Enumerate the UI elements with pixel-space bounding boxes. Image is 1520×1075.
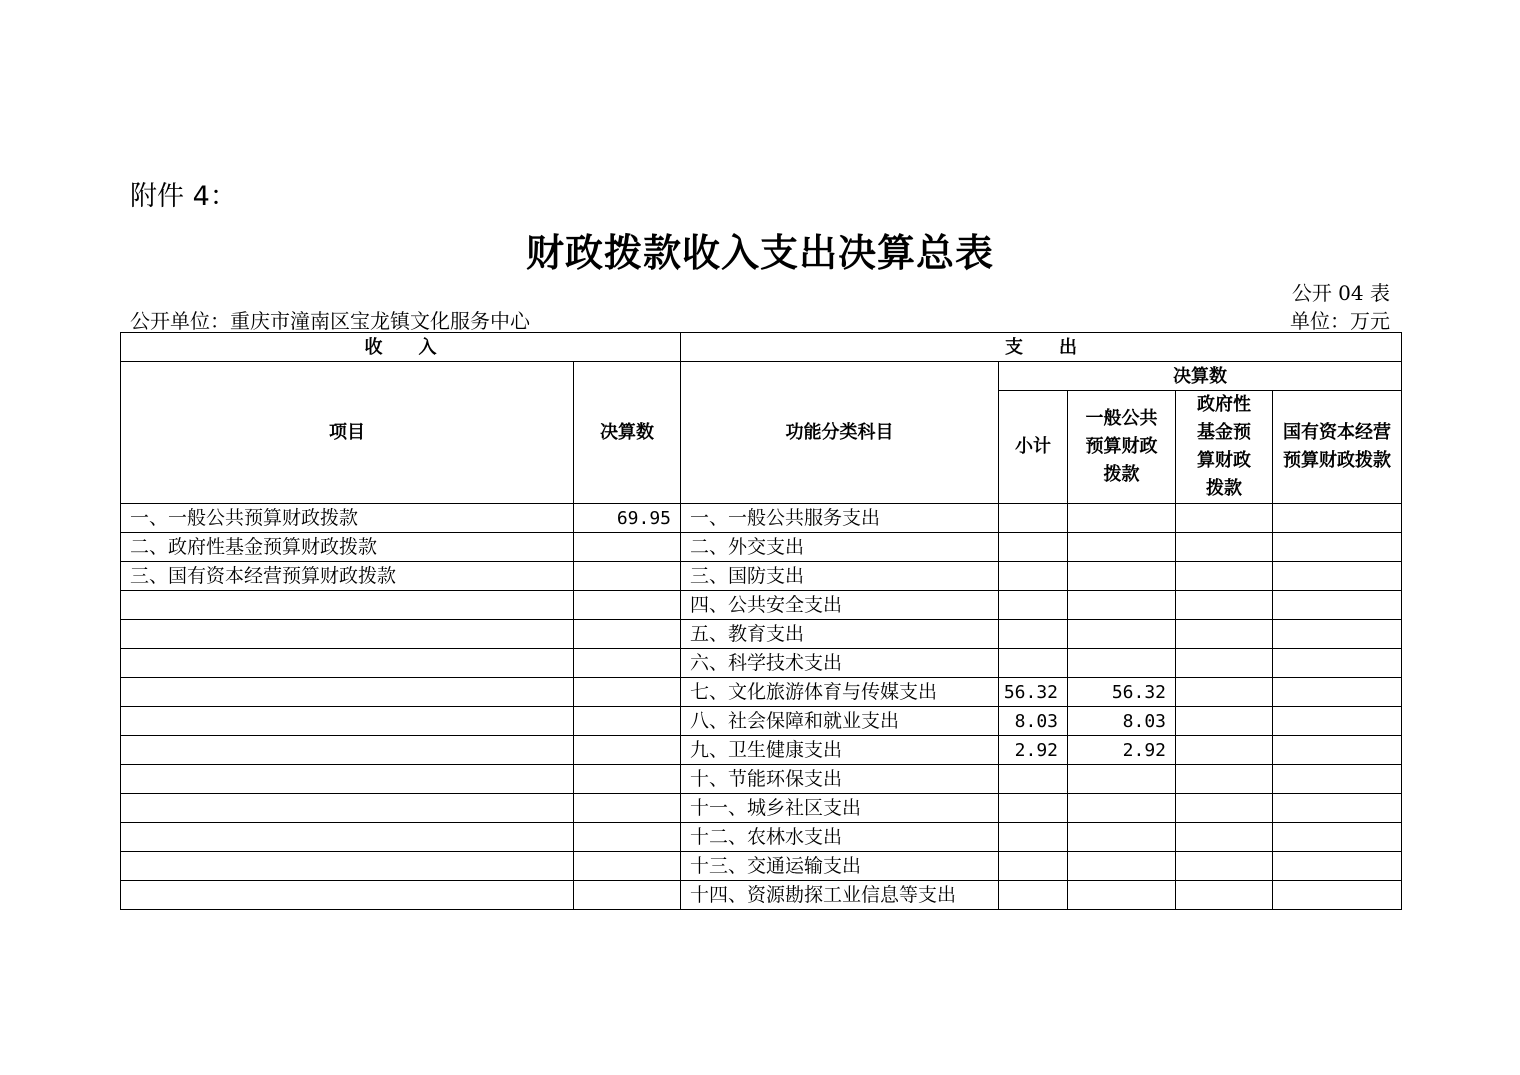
- expense-item-cell: 一、一般公共服务支出: [681, 504, 999, 533]
- income-amount-cell: [574, 823, 681, 852]
- income-amount-cell: [574, 591, 681, 620]
- expense-item-cell: 六、科学技术支出: [681, 649, 999, 678]
- capital-budget-cell: [1273, 620, 1402, 649]
- table-row: [121, 707, 1402, 736]
- subtotal-cell: 2.92: [999, 736, 1068, 765]
- income-item-cell: [121, 707, 574, 736]
- income-amount-cell: [574, 794, 681, 823]
- fund-budget-cell: [1176, 620, 1273, 649]
- fund-budget-cell: [1176, 649, 1273, 678]
- income-item-cell: 三、国有资本经营预算财政拨款: [121, 562, 574, 591]
- expense-item-cell: 十三、交通运输支出: [681, 852, 999, 881]
- income-amount-cell: [574, 707, 681, 736]
- capital-budget-cell: [1273, 504, 1402, 533]
- page-title: 财政拨款收入支出决算总表: [525, 231, 994, 275]
- general-budget-cell: [1068, 852, 1176, 881]
- income-item-cell: 二、政府性基金预算财政拨款: [121, 533, 574, 562]
- income-amount-cell: 69.95: [574, 504, 681, 533]
- table-row: [121, 649, 1402, 678]
- fund-budget-cell: [1176, 823, 1273, 852]
- capital-budget-cell: [1273, 765, 1402, 794]
- capital-budget-cell: [1273, 562, 1402, 591]
- subtotal-cell: [999, 881, 1068, 910]
- table-row: [121, 881, 1402, 910]
- capital-budget-cell: [1273, 794, 1402, 823]
- reporting-unit: 公开单位：重庆市潼南区宝龙镇文化服务中心: [130, 309, 530, 333]
- capital-budget-cell: [1273, 881, 1402, 910]
- col-header-function: 功能分类科目: [681, 362, 999, 504]
- income-item-cell: [121, 649, 574, 678]
- fund-budget-cell: [1176, 765, 1273, 794]
- expense-item-cell: 四、公共安全支出: [681, 591, 999, 620]
- subtotal-cell: [999, 533, 1068, 562]
- col-header-fund: 政府性基金预算财政拨款: [1176, 391, 1273, 504]
- income-item-cell: [121, 736, 574, 765]
- table-row: [121, 794, 1402, 823]
- capital-budget-cell: [1273, 591, 1402, 620]
- general-budget-cell: [1068, 591, 1176, 620]
- table-row: [121, 765, 1402, 794]
- income-item-cell: [121, 823, 574, 852]
- capital-budget-cell: [1273, 678, 1402, 707]
- general-budget-cell: [1068, 533, 1176, 562]
- fund-budget-cell: [1176, 678, 1273, 707]
- general-budget-cell: 56.32: [1068, 678, 1176, 707]
- fund-budget-cell: [1176, 504, 1273, 533]
- income-item-cell: [121, 852, 574, 881]
- fund-budget-cell: [1176, 591, 1273, 620]
- subtotal-cell: [999, 591, 1068, 620]
- income-item-cell: [121, 881, 574, 910]
- col-header-general: 一般公共预算财政拨款: [1068, 391, 1176, 504]
- capital-budget-cell: [1273, 707, 1402, 736]
- table-row: [121, 562, 1402, 591]
- capital-budget-cell: [1273, 649, 1402, 678]
- fund-budget-cell: [1176, 881, 1273, 910]
- col-header-income-amount: 决算数: [574, 362, 681, 504]
- form-number: 公开 04 表: [1291, 281, 1390, 305]
- expense-item-cell: 十、节能环保支出: [681, 765, 999, 794]
- general-budget-cell: [1068, 794, 1176, 823]
- expense-item-cell: 二、外交支出: [681, 533, 999, 562]
- general-budget-cell: 2.92: [1068, 736, 1176, 765]
- general-budget-cell: 8.03: [1068, 707, 1176, 736]
- fund-budget-cell: [1176, 562, 1273, 591]
- expense-item-cell: 十二、农林水支出: [681, 823, 999, 852]
- income-item-cell: [121, 678, 574, 707]
- budget-table: [120, 332, 1402, 910]
- expense-item-cell: 八、社会保障和就业支出: [681, 707, 999, 736]
- income-amount-cell: [574, 852, 681, 881]
- table-row: [121, 678, 1402, 707]
- capital-budget-cell: [1273, 823, 1402, 852]
- expense-item-cell: 三、国防支出: [681, 562, 999, 591]
- expense-item-cell: 七、文化旅游体育与传媒支出: [681, 678, 999, 707]
- capital-budget-cell: [1273, 736, 1402, 765]
- table-row: [121, 504, 1402, 533]
- capital-budget-cell: [1273, 533, 1402, 562]
- attachment-label: 附件 4：: [130, 181, 237, 212]
- general-budget-cell: [1068, 504, 1176, 533]
- subtotal-cell: [999, 823, 1068, 852]
- subtotal-cell: 8.03: [999, 707, 1068, 736]
- income-amount-cell: [574, 881, 681, 910]
- fund-budget-cell: [1176, 736, 1273, 765]
- general-budget-cell: [1068, 765, 1176, 794]
- col-header-item: 项目: [121, 362, 574, 504]
- income-item-cell: 一、一般公共预算财政拨款: [121, 504, 574, 533]
- subtotal-cell: [999, 794, 1068, 823]
- income-amount-cell: [574, 533, 681, 562]
- expense-item-cell: 五、教育支出: [681, 620, 999, 649]
- subtotal-cell: 56.32: [999, 678, 1068, 707]
- general-budget-cell: [1068, 562, 1176, 591]
- fund-budget-cell: [1176, 533, 1273, 562]
- table-row: [121, 533, 1402, 562]
- income-item-cell: [121, 765, 574, 794]
- fund-budget-cell: [1176, 707, 1273, 736]
- col-header-subtotal: 小计: [999, 391, 1068, 504]
- expense-header: 支 出: [681, 333, 1402, 362]
- general-budget-cell: [1068, 823, 1176, 852]
- subtotal-cell: [999, 562, 1068, 591]
- expense-item-cell: 十四、资源勘探工业信息等支出: [681, 881, 999, 910]
- general-budget-cell: [1068, 881, 1176, 910]
- general-budget-cell: [1068, 649, 1176, 678]
- income-amount-cell: [574, 736, 681, 765]
- table-row: [121, 852, 1402, 881]
- income-amount-cell: [574, 562, 681, 591]
- expense-item-cell: 十一、城乡社区支出: [681, 794, 999, 823]
- table-row: [121, 620, 1402, 649]
- fund-budget-cell: [1176, 794, 1273, 823]
- col-header-capital: 国有资本经营预算财政拨款: [1273, 391, 1402, 504]
- fund-budget-cell: [1176, 852, 1273, 881]
- expense-item-cell: 九、卫生健康支出: [681, 736, 999, 765]
- table-row: [121, 591, 1402, 620]
- income-item-cell: [121, 591, 574, 620]
- table-row: [121, 736, 1402, 765]
- col-header-final: 决算数: [999, 362, 1402, 391]
- subtotal-cell: [999, 620, 1068, 649]
- income-item-cell: [121, 794, 574, 823]
- income-amount-cell: [574, 649, 681, 678]
- subtotal-cell: [999, 765, 1068, 794]
- subtotal-cell: [999, 852, 1068, 881]
- income-amount-cell: [574, 678, 681, 707]
- subtotal-cell: [999, 649, 1068, 678]
- general-budget-cell: [1068, 620, 1176, 649]
- capital-budget-cell: [1273, 852, 1402, 881]
- money-unit: 单位：万元: [1290, 309, 1390, 333]
- income-item-cell: [121, 620, 574, 649]
- table-row: [121, 823, 1402, 852]
- subtotal-cell: [999, 504, 1068, 533]
- income-amount-cell: [574, 765, 681, 794]
- income-header: 收 入: [121, 333, 681, 362]
- income-amount-cell: [574, 620, 681, 649]
